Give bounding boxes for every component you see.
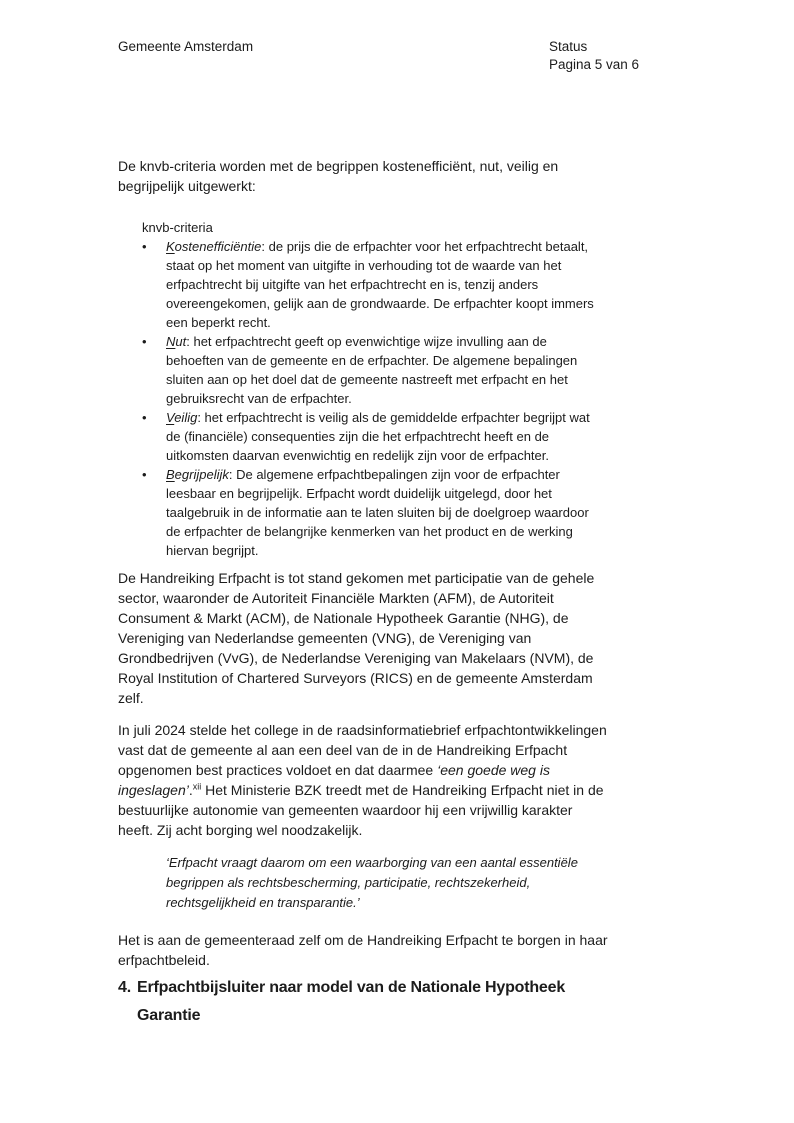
text-line: ‘Erfpacht vraagt daarom om een waarborging van een aantal essentiële <box>166 855 578 870</box>
section-heading-number: 4. <box>118 979 131 996</box>
criteria-item <box>142 408 682 465</box>
section-heading-text <box>137 974 682 1030</box>
block-quote <box>166 853 682 913</box>
text-line: erfpachtbeleid. <box>118 952 210 968</box>
text-line: behoeften van de gemeente en de erfpachter. De algemene bepalingen <box>166 353 578 368</box>
text-line: begrijpelijk uitgewerkt: <box>118 178 256 194</box>
criteria-list-label: knvb-criteria <box>142 220 213 235</box>
intro-paragraph <box>118 156 682 196</box>
bullet-icon: • <box>142 334 147 349</box>
text-line: vast dat de gemeente al aan een deel van de in de Handreiking Erfpacht <box>118 742 568 758</box>
criteria-item-text <box>166 332 682 408</box>
underlined-initial: B <box>166 467 175 482</box>
page-header-meta <box>549 38 639 74</box>
criteria-item-text <box>166 465 682 560</box>
text-line: hiervan begrijpt. <box>166 543 259 558</box>
text-line: Kostenefficiëntie: de prijs die de erfpachter voor het erfpachtrecht betaalt, <box>166 239 589 254</box>
text-line: de erfpachter de belangrijke kenmerken van het product en de werking <box>166 524 573 539</box>
criteria-item-text <box>166 408 682 465</box>
document-body <box>118 156 682 1030</box>
text-line: zelf. <box>118 690 144 706</box>
text-line: Begrijpelijk: De algemene erfpachtbepalingen zijn voor de erfpachter <box>166 467 560 482</box>
text-line: Het is aan de gemeenteraad zelf om de Handreiking Erfpacht te borgen in haar <box>118 932 608 948</box>
text-line: rechtsgelijkheid en transparantie.’ <box>166 895 360 910</box>
text-line: sluiten aan op het doel dat de gemeente nastreeft met erfpacht en het <box>166 372 568 387</box>
text-line: de (financiële) consequenties zijn die het erfpachtrecht heeft en de <box>166 429 550 444</box>
underlined-initial: V <box>166 410 175 425</box>
participation-paragraph <box>118 568 682 708</box>
text-line: een beperkt recht. <box>166 315 271 330</box>
bullet-icon: • <box>142 239 147 254</box>
criteria-item <box>142 237 682 332</box>
header-organization: Gemeente Amsterdam <box>118 39 254 54</box>
header-status-label: Status <box>549 39 588 54</box>
text-line: erfpachtrecht bij uitgifte van het erfpachtrecht en is, tenzij anders <box>166 277 539 292</box>
criteria-item-text <box>166 237 682 332</box>
text-line: leesbaar en begrijpelijk. Erfpacht wordt duidelijk uitgelegd, door het <box>166 486 552 501</box>
closing-paragraph <box>118 930 682 970</box>
text-line: Erfpachtbijsluiter naar model van de Nationale Hypotheek <box>137 979 566 996</box>
text-line: Royal Institution of Chartered Surveyors (RICS) en de gemeente Amsterdam <box>118 670 593 686</box>
text-line: In juli 2024 stelde het college in de raadsinformatiebrief erfpachtontwikkelingen <box>118 722 607 738</box>
bullet-icon: • <box>142 467 147 482</box>
criteria-item <box>142 465 682 560</box>
underlined-initial: K <box>166 239 175 254</box>
text-line: bestuurlijke autonomie van gemeenten waardoor hij een vrijwillig karakter <box>118 802 573 818</box>
text-line: sector, waaronder de Autoriteit Financiële Markten (AFM), de Autoriteit <box>118 590 554 606</box>
bullet-icon: • <box>142 410 147 425</box>
text-line: gebruiksrecht van de erfpachter. <box>166 391 352 406</box>
text-line: Vereniging van Nederlandse gemeenten (VNG), de Vereniging van <box>118 630 532 646</box>
text-line: De Handreiking Erfpacht is tot stand gekomen met participatie van de gehele <box>118 570 595 586</box>
text-line: Veilig: het erfpachtrecht is veilig als de gemiddelde erfpachter begrijpt wat <box>166 410 590 425</box>
text-line: uitkomsten daarvan evenwichtig en redelijk zijn voor de erfpachter. <box>166 448 549 463</box>
text-line: heeft. Zij acht borging wel noodzakelijk. <box>118 822 363 838</box>
underlined-initial: N <box>166 334 176 349</box>
criteria-list-block <box>142 218 682 560</box>
text-line: Consument & Markt (ACM), de Nationale Hypotheek Garantie (NHG), de <box>118 610 569 626</box>
text-line: overeengekomen, gelijk aan de grondwaarde. De erfpachter koopt immers <box>166 296 594 311</box>
text-line: ingeslagen’.$^{xii}$ Het Ministerie BZK treedt met de Handreiking Erfpacht niet in de <box>118 781 604 798</box>
text-line: Garantie <box>137 1007 201 1024</box>
text-line: begrippen als rechtsbescherming, participatie, rechtszekerheid, <box>166 875 531 890</box>
text-line: Grondbedrijven (VvG), de Nederlandse Vereniging van Makelaars (NVM), de <box>118 650 594 666</box>
text-line: De knvb-criteria worden met de begrippen kostenefficiënt, nut, veilig en <box>118 158 559 174</box>
text-line: opgenomen best practices voldoet en dat daarmee ‘een goede weg is <box>118 762 550 778</box>
text-line: taalgebruik in de informatie aan te laten sluiten bij de doelgroep waardoor <box>166 505 589 520</box>
section-heading <box>118 974 682 1030</box>
header-page-indicator: Pagina 5 van 6 <box>549 57 640 72</box>
text-line: Nut: het erfpachtrecht geeft op evenwichtige wijze invulling aan de <box>166 334 547 349</box>
footnote-ref: xii <box>192 781 202 792</box>
text-line: staat op het moment van uitgifte in verhouding tot de waarde van het <box>166 258 562 273</box>
college-paragraph <box>118 720 682 840</box>
criteria-item <box>142 332 682 408</box>
